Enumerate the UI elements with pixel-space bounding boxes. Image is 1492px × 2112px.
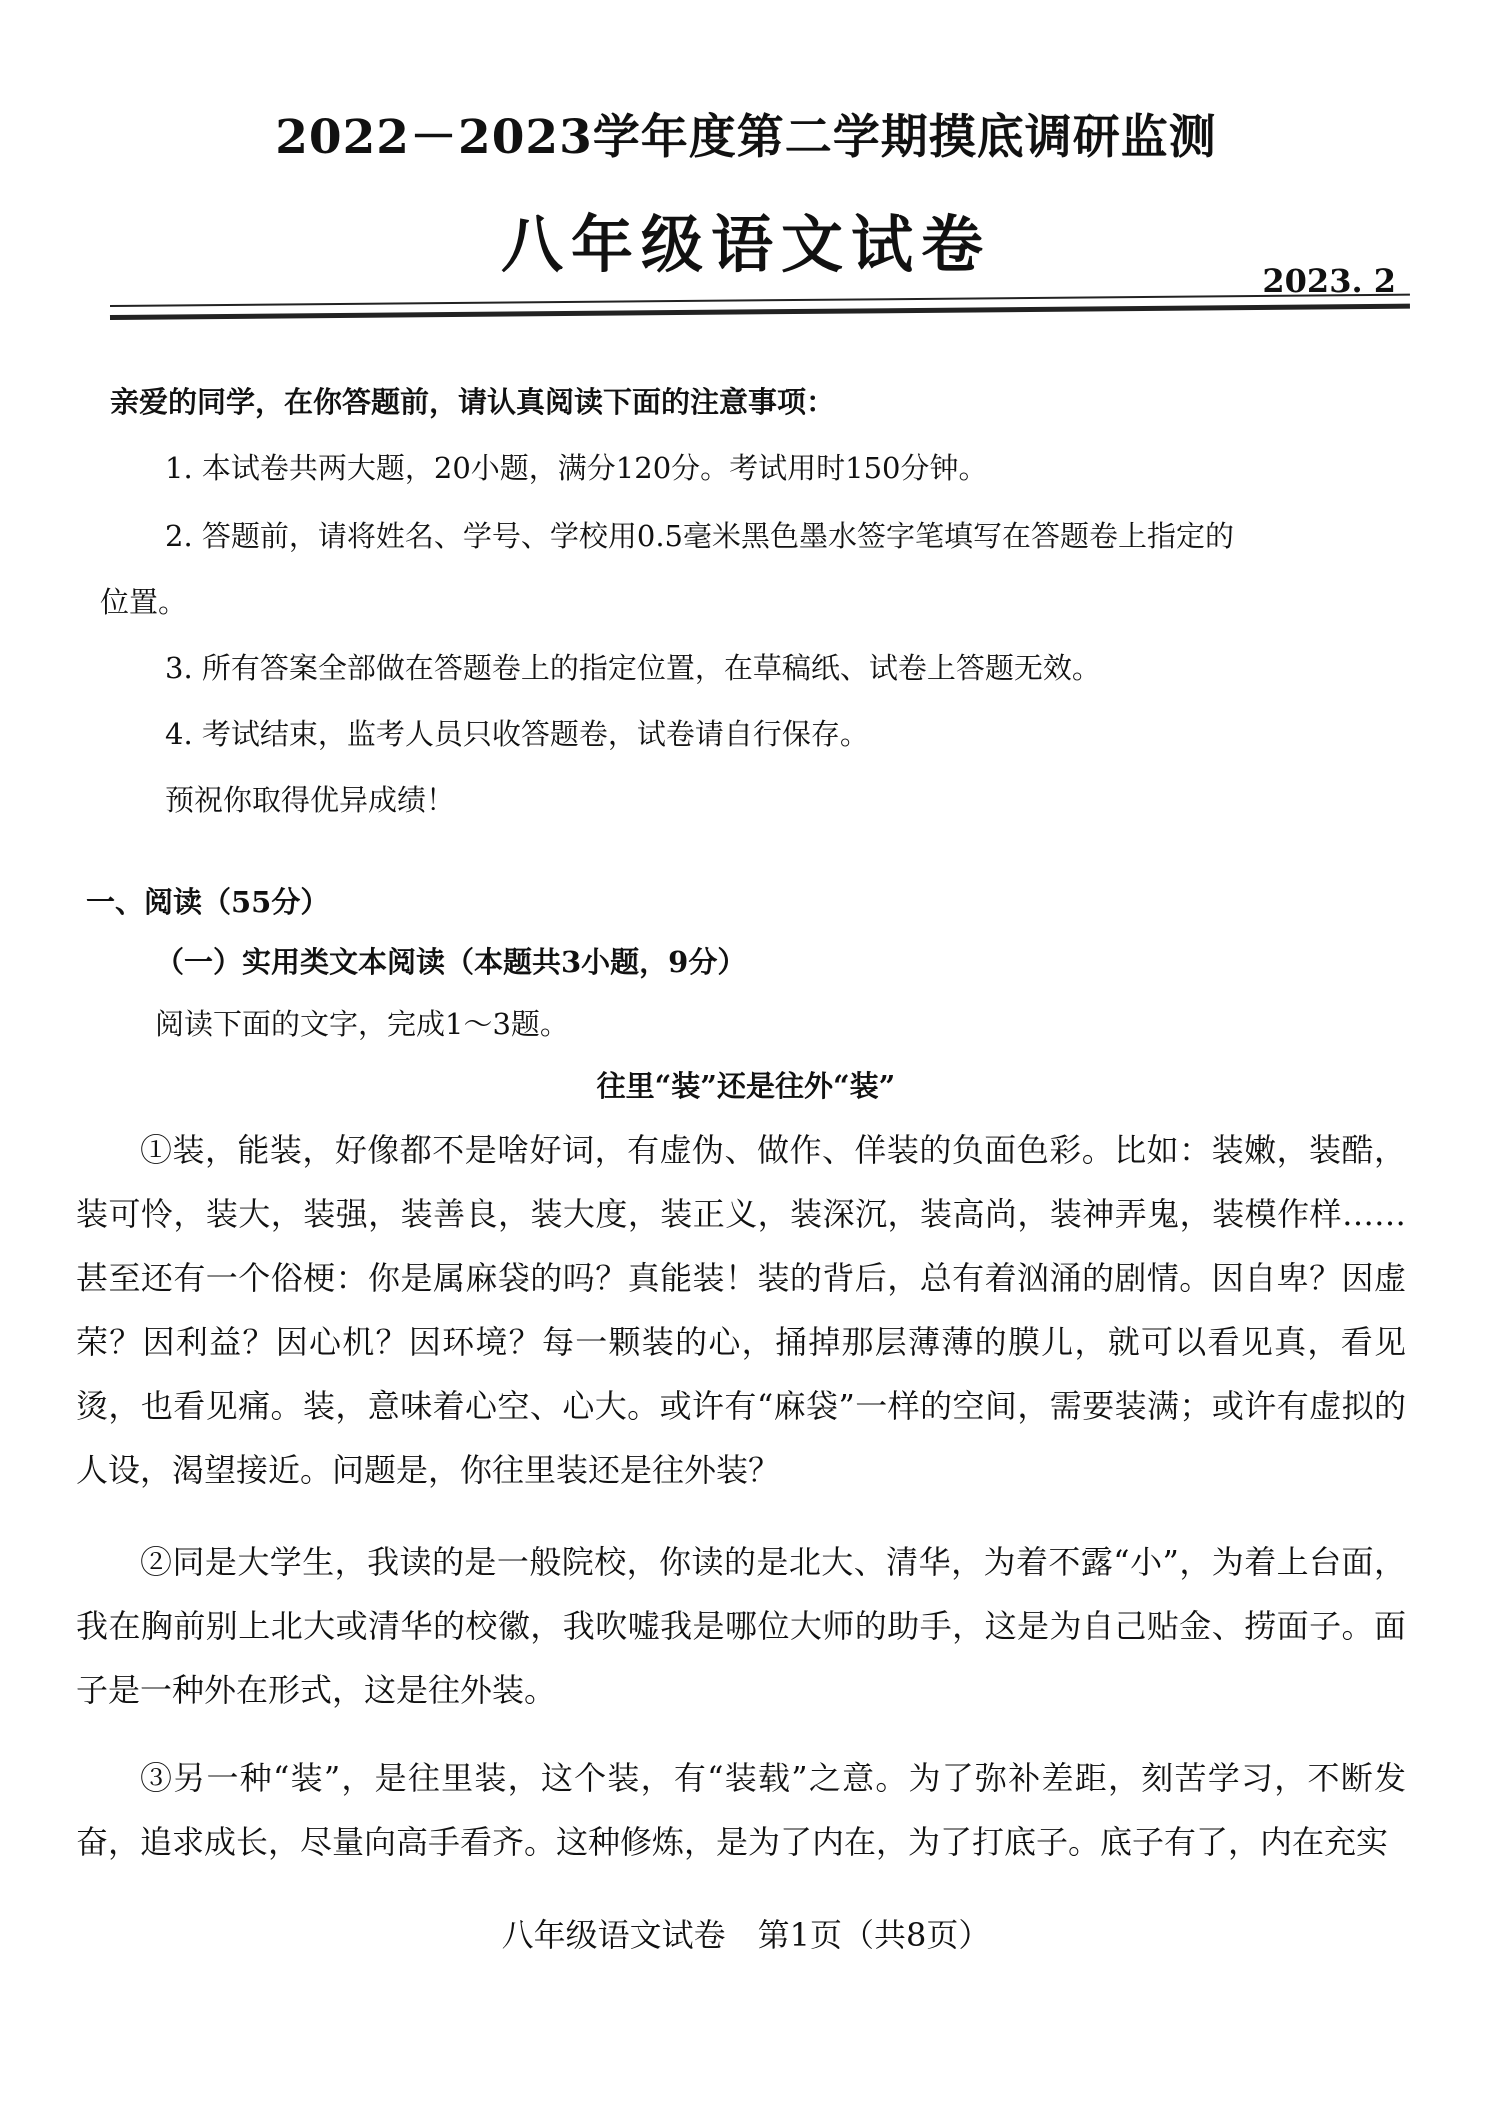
article-paragraph-3: ③另一种“装”，是往里装，这个装，有“装载”之意。为了弥补差距，刻苦学习，不断发奋，追求成长，尽量向高手看齐。这种修炼，是为了内在，为了打底子。底子有了，内在充实: [76, 1759, 1406, 1861]
header-divider-thick: [110, 304, 1410, 320]
reading-instruction: 阅读下面的文字，完成1～3题。: [155, 1007, 569, 1041]
notice-item-1: 1. 本试卷共两大题，20小题，满分120分。考试用时150分钟。: [165, 451, 988, 485]
page-footer: 八年级语文试卷 第1页（共8页）: [501, 1916, 991, 1954]
notice-wish: 预祝你取得优异成绩！: [165, 783, 456, 817]
article-paragraph-1: ①装，能装，好像都不是啥好词，有虚伪、做作、佯装的负面色彩。比如：装嫩，装酷，装可怜，装大，装强，装善良，装大度，装正义，装深沉，装高尚，装神弄鬼，装模作样……甚至还有一个俗梗：你是属麻袋的吗？真能装！装的背后，总有着汹涌的剧情。因自卑？因虚荣？因利益？因心机？因环境？每一颗装的心，捅掉那层薄薄的膜儿，就可以看见真，看见烫，也看见痛。装，意味着心空、心大。或许有“麻袋”一样的空间，需要装满；或许有虚拟的人设，渴望接近。问题是，你往里装还是往外装？: [76, 1131, 1406, 1489]
notice-item-2: 2. 答题前，请将姓名、学号、学校用0.5毫米黑色墨水签字笔填写在答题卷上指定的: [165, 519, 1235, 553]
section-heading: 一、阅读（55分）: [86, 885, 330, 919]
article-title: 往里“装”还是往外“装”: [596, 1069, 896, 1103]
notice-item-4: 4. 考试结束，监考人员只收答题卷，试卷请自行保存。: [165, 717, 869, 751]
notice-title: 亲爱的同学，在你答题前，请认真阅读下面的注意事项：: [110, 385, 836, 419]
notice-item-2-wrap: 位置。: [100, 585, 188, 619]
article-paragraph-2: ②同是大学生，我读的是一般院校，你读的是北大、清华，为着不露“小”，为着上台面，我在胸前别上北大或清华的校徽，我吹嘘我是哪位大师的助手，这是为自己贴金、捞面子。面子是一种外在形式，这是往外装。: [76, 1543, 1406, 1709]
exam-title: 2022－2023学年度第二学期摸底调研监测: [275, 110, 1217, 165]
notice-item-3: 3. 所有答案全部做在答题卷上的指定位置，在草稿纸、试卷上答题无效。: [165, 651, 1101, 685]
exam-date: 2023. 2: [1262, 262, 1396, 300]
subsection-heading: （一）实用类文本阅读（本题共3小题，9分）: [155, 945, 747, 979]
subject-title: 八年级语文试卷: [500, 208, 991, 281]
